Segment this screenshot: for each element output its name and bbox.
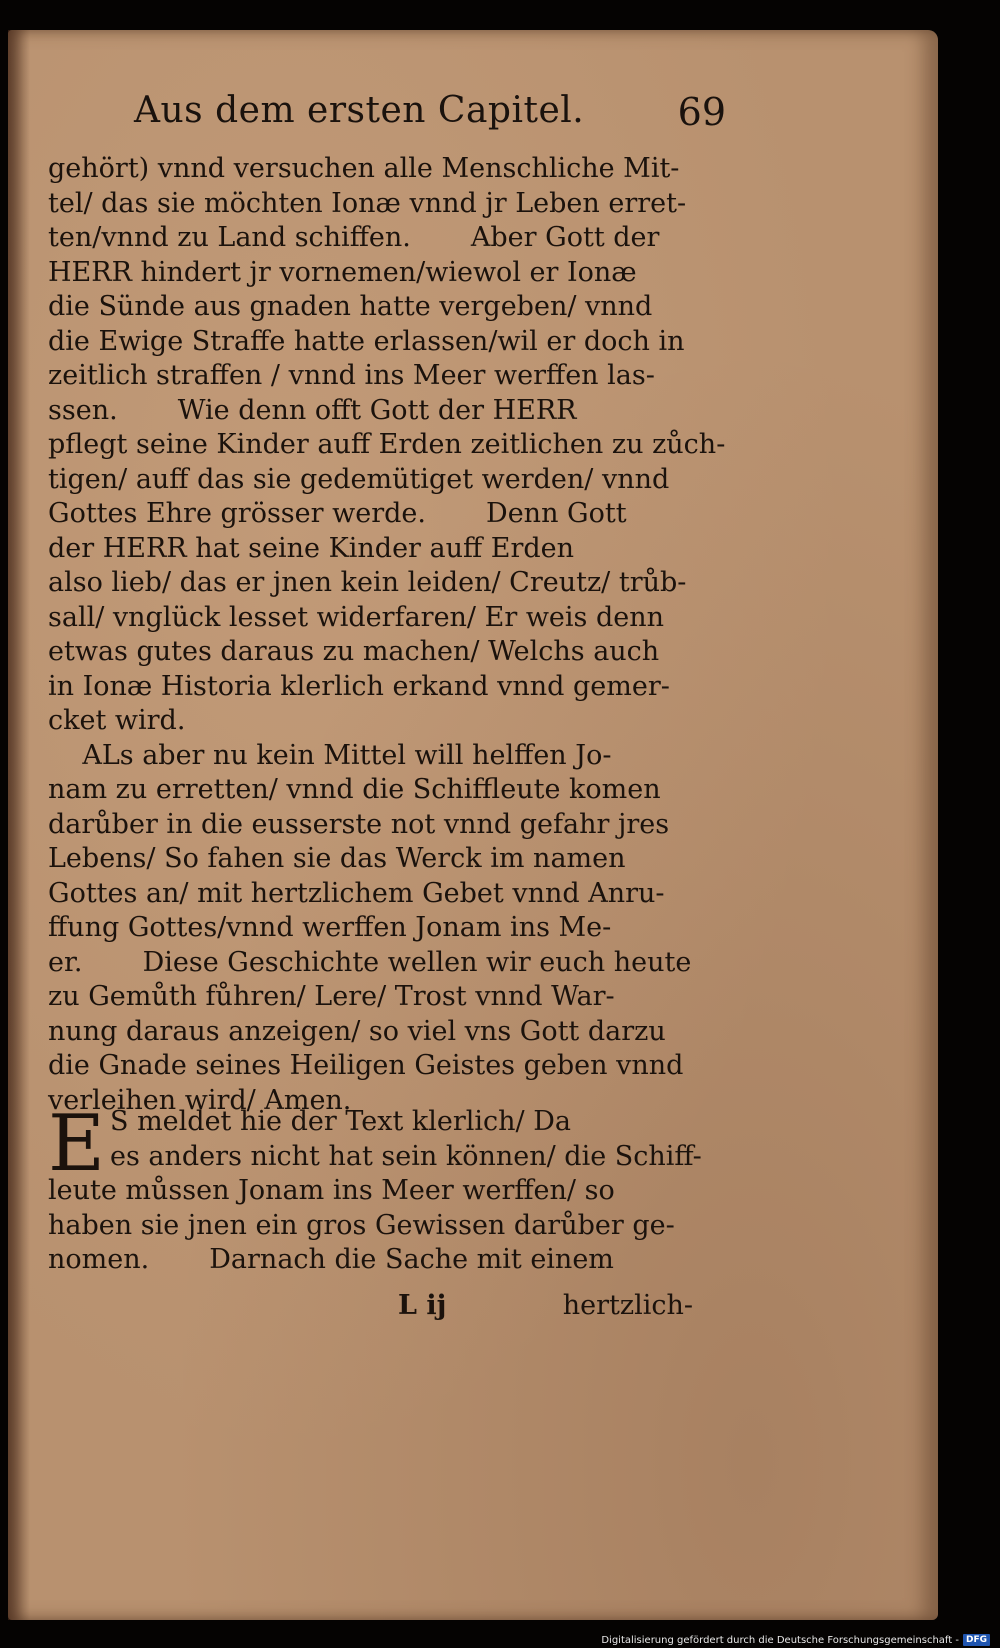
dfg-logo: DFG — [963, 1634, 990, 1646]
credit-text: Digitalisierung gefördert durch die Deutsche Forschungsgemeinschaft - — [601, 1634, 959, 1646]
page-header — [120, 70, 726, 150]
text-line: ssen. Wie denn offt Gott der HERR — [48, 394, 577, 426]
text-line: die Sünde aus gnaden hatte vergeben/ vnnd — [48, 291, 653, 322]
running-head: Aus dem ersten Capitel. — [134, 90, 585, 131]
drop-cap: E — [48, 1099, 105, 1189]
text-line: ffung Gottes/vnnd werffen Jonam ins Me- — [48, 912, 612, 943]
text-line: Gottes an/ mit hertzlichem Gebet vnnd Anru- — [48, 877, 665, 909]
paragraph-1 — [48, 152, 726, 739]
text-line: tel/ das sie möchten Ionæ vnnd jr Leben erret- — [48, 187, 687, 219]
text-line: gehört) vnnd versuchen alle Menschliche Mit- — [48, 153, 680, 184]
text-line: nomen. Darnach die Sache mit einem — [48, 1244, 614, 1275]
text-line: in Ionæ Historia klerlich erkand vnnd gemer- — [48, 670, 670, 702]
digitization-credit — [601, 1634, 990, 1646]
text-line: tigen/ auff das sie gedemütiget werden/ vnnd — [48, 463, 670, 495]
text-line: darůber in die eusserste not vnnd gefahr jres — [48, 808, 670, 840]
text-line: pflegt seine Kinder auff Erden zeitlichen zu zůch- — [48, 429, 726, 460]
text-line: HERR hindert jr vornemen/wiewol er Ionæ — [48, 256, 637, 288]
text-line: verleihen wird/ Amen. — [48, 1084, 352, 1116]
page-gutter-shadow — [8, 30, 30, 1620]
text-line: nam zu erretten/ vnnd die Schiffleute komen — [48, 774, 661, 805]
text-line: es anders nicht hat sein können/ die Schiff- — [110, 1140, 702, 1172]
text-line: ALs aber nu kein Mittel will helffen Jo- — [48, 739, 612, 771]
page-number: 69 — [677, 90, 726, 134]
main-text — [48, 152, 726, 1118]
text-line: etwas gutes daraus zu machen/ Welchs auch — [48, 636, 660, 667]
text-line: Gottes Ehre grösser werde. Denn Gott — [48, 498, 627, 529]
text-line: leute můssen Jonam ins Meer werffen/ so — [48, 1175, 615, 1206]
paragraph-2 — [48, 739, 698, 1119]
text-line: S meldet hie der Text klerlich/ Da — [110, 1106, 571, 1137]
text-line: die Ewige Straffe hatte erlassen/wil er doch in — [48, 325, 685, 357]
text-line: sall/ vnglück lesset widerfaren/ Er weis denn — [48, 601, 665, 633]
text-line: ten/vnnd zu Land schiffen. Aber Gott der — [48, 222, 660, 253]
text-line: Lebens/ So fahen sie das Werck im namen — [48, 843, 626, 874]
text-line: der HERR hat seine Kinder auff Erden — [48, 532, 575, 564]
text-line: nung daraus anzeigen/ so viel vns Gott darzu — [48, 1015, 666, 1047]
signature-mark: L ij — [398, 1290, 447, 1321]
text-line: zeitlich straffen / vnnd ins Meer werffen las- — [48, 360, 655, 391]
text-line: die Gnade seines Heiligen Geistes geben vnnd — [48, 1050, 684, 1081]
text-line: haben sie jnen ein gros Gewissen darůber ge- — [48, 1209, 675, 1241]
text-line: cket wird. — [48, 705, 186, 736]
catchword: hertzlich- — [562, 1290, 693, 1321]
text-line: also lieb/ das er jnen kein leiden/ Creutz/ trůb- — [48, 567, 687, 598]
text-line: zu Gemůth fůhren/ Lere/ Trost vnnd War- — [48, 981, 615, 1012]
page-footer-line — [48, 1284, 703, 1324]
text-line: er. Diese Geschichte wellen wir euch heute — [48, 946, 692, 978]
